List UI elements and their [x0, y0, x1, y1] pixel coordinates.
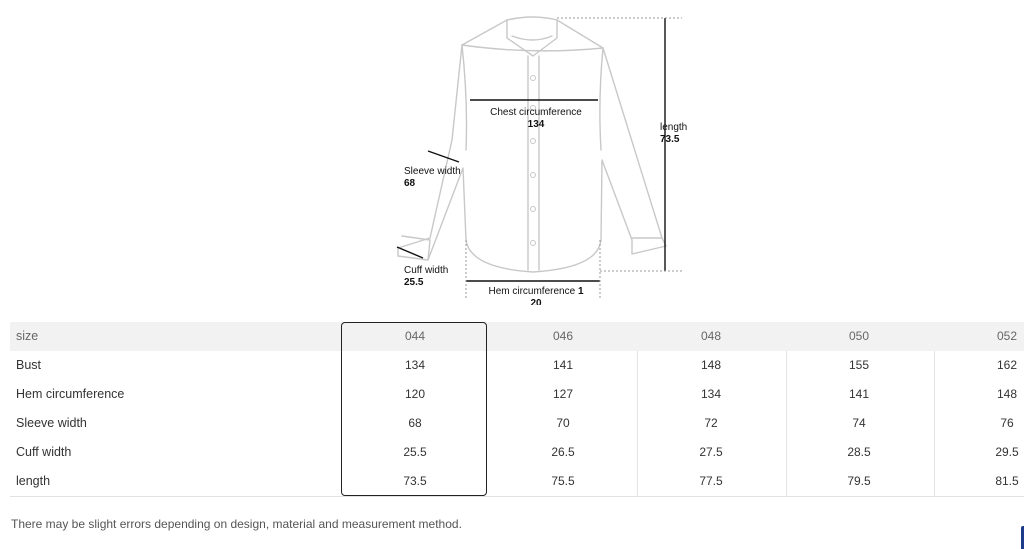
- table-cell: 148: [996, 387, 1018, 401]
- size-header-label: size: [16, 329, 39, 343]
- row-label: Cuff width: [16, 445, 72, 459]
- table-cell: 141: [848, 387, 870, 401]
- column-divider: [934, 351, 935, 496]
- chest-label-value: 134: [527, 119, 545, 130]
- table-cell: 75.5: [551, 474, 575, 488]
- table-cell: 148: [700, 358, 722, 372]
- size-option-046[interactable]: 046: [552, 329, 574, 343]
- hem-label-text: Hem circumference: [488, 286, 576, 297]
- selected-size-column[interactable]: [341, 322, 487, 496]
- chest-circumference-label: [487, 107, 585, 131]
- table-cell: 120: [404, 387, 426, 401]
- size-header-row: [10, 322, 1024, 351]
- table-cell: 73.5: [403, 474, 427, 488]
- table-cell: 74: [852, 416, 866, 430]
- length-label: [660, 122, 687, 146]
- table-row-cuff-width: [10, 438, 1024, 467]
- column-divider: [637, 351, 638, 496]
- table-cell: 134: [700, 387, 722, 401]
- row-label: length: [16, 474, 51, 488]
- row-label: Bust: [16, 358, 42, 372]
- chest-label-text: Chest circumference: [490, 107, 582, 118]
- cuff-label-value: 25.5: [404, 277, 424, 288]
- shirt-left-armhole: [462, 45, 467, 150]
- cuff-width-label: [404, 265, 448, 289]
- column-divider: [786, 351, 787, 496]
- table-cell: 28.5: [847, 445, 871, 459]
- size-option-044[interactable]: 044: [404, 329, 426, 343]
- row-label: Hem circumference: [16, 387, 125, 401]
- shirt-collar-top: [507, 17, 557, 20]
- size-option-048[interactable]: 048: [700, 329, 722, 343]
- measurement-disclaimer: There may be slight errors depending on design, material and measurement method.: [11, 517, 462, 531]
- table-cell: 72: [704, 416, 718, 430]
- shirt-collar-band: [512, 36, 552, 40]
- shirt-right-armhole: [600, 48, 603, 150]
- size-option-050[interactable]: 050: [848, 329, 870, 343]
- table-cell: 79.5: [847, 474, 871, 488]
- table-cell: 81.5: [995, 474, 1019, 488]
- table-cell: 70: [556, 416, 570, 430]
- table-cell: 27.5: [699, 445, 723, 459]
- sleeve-measure-line: [428, 151, 459, 162]
- table-cell: 77.5: [699, 474, 723, 488]
- sleeve-label-value: 68: [404, 178, 416, 189]
- hem-circumference-label: [487, 286, 585, 305]
- table-cell: 155: [848, 358, 870, 372]
- size-option-052[interactable]: 052: [996, 329, 1018, 343]
- table-cell: 134: [404, 358, 426, 372]
- table-cell: 162: [996, 358, 1018, 372]
- shirt-yoke: [462, 45, 603, 51]
- size-table: [10, 322, 1024, 497]
- table-cell: 141: [552, 358, 574, 372]
- table-cell: 68: [408, 416, 422, 430]
- sleeve-width-label: [404, 166, 461, 190]
- table-cell: 25.5: [403, 445, 427, 459]
- shirt-buttons: [531, 76, 536, 246]
- table-row-sleeve-width: [10, 409, 1024, 438]
- sleeve-label-text: Sleeve width: [404, 166, 461, 177]
- shirt-body-outline: [398, 20, 666, 272]
- length-label-text: length: [660, 122, 688, 133]
- table-cell: 26.5: [551, 445, 575, 459]
- table-cell: 29.5: [995, 445, 1019, 459]
- cuff-label-text: Cuff width: [404, 265, 449, 276]
- hem-label-value: 120: [530, 286, 584, 305]
- table-row-bust: [10, 351, 1024, 380]
- table-cell: 127: [552, 387, 574, 401]
- length-label-value: 73.5: [660, 134, 680, 145]
- table-cell: 76: [1000, 416, 1014, 430]
- row-label: Sleeve width: [16, 416, 87, 430]
- table-row-hem-circumference: [10, 380, 1024, 409]
- table-row-length: [10, 467, 1024, 497]
